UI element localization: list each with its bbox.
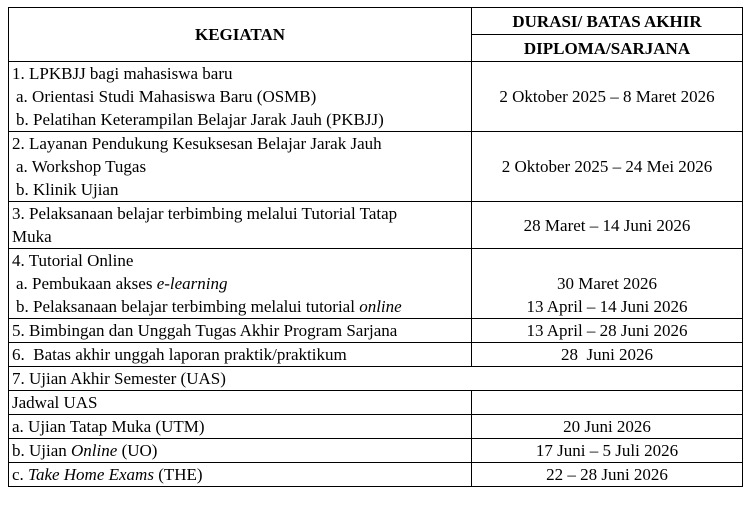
item-prefix: c. (12, 465, 29, 484)
table-row (9, 249, 743, 319)
date-cell (472, 391, 743, 415)
table-row (9, 62, 743, 132)
activity-item: a. Workshop Tugas (16, 157, 147, 176)
item-prefix: b. Pelaksanaan belajar terbimbing melalui tutorial (16, 297, 360, 316)
activity-cell (9, 249, 472, 319)
activity-cell: a. Ujian Tatap Muka (UTM) (9, 415, 472, 439)
activity-cell: 6. Batas akhir unggah laporan praktik/praktikum (9, 343, 472, 367)
activity-title: 4. Tutorial Online (12, 251, 134, 270)
activity-cell: 5. Bimbingan dan Unggah Tugas Akhir Program Sarjana (9, 319, 472, 343)
activity-title: 1. LPKBJJ bagi mahasiswa baru (12, 64, 233, 83)
item-emphasis: online (359, 297, 402, 316)
date-cell: 28 Juni 2026 (472, 343, 743, 367)
item-emphasis: e-learning (156, 274, 228, 293)
activity-cell (9, 202, 472, 249)
header-row (9, 8, 743, 35)
activity-item: a. Orientasi Studi Mahasiswa Baru (OSMB) (16, 87, 317, 106)
date-line: 30 Maret 2026 (556, 274, 658, 293)
activity-item (12, 272, 468, 295)
activity-item: b. Klinik Ujian (16, 180, 119, 199)
date-cell: 13 April – 28 Juni 2026 (472, 319, 743, 343)
activity-cell: Jadwal UAS (9, 391, 472, 415)
activity-title-cont: Muka (12, 227, 52, 246)
table-row (9, 132, 743, 202)
date-cell: 2 Oktober 2025 – 24 Mei 2026 (472, 132, 743, 202)
spacer (475, 249, 739, 272)
header-kegiatan: KEGIATAN (9, 8, 472, 62)
activity-cell (9, 62, 472, 132)
date-line: 13 April – 14 Juni 2026 (526, 297, 688, 316)
activity-item (12, 295, 468, 318)
activity-cell (9, 132, 472, 202)
header-program: DIPLOMA/SARJANA (472, 35, 743, 62)
table-row (9, 415, 743, 439)
item-suffix: (THE) (153, 465, 203, 484)
activity-cell (9, 439, 472, 463)
date-cell (472, 249, 743, 319)
section-cell: 7. Ujian Akhir Semester (UAS) (9, 367, 743, 391)
table-row (9, 343, 743, 367)
table-row (9, 367, 743, 391)
date-cell: 22 – 28 Juni 2026 (472, 463, 743, 487)
item-suffix: (UO) (117, 441, 158, 460)
date-cell: 20 Juni 2026 (472, 415, 743, 439)
date-cell: 28 Maret – 14 Juni 2026 (472, 202, 743, 249)
item-emphasis: Take Home Exams (28, 465, 154, 484)
item-prefix: a. Pembukaan akses (16, 274, 157, 293)
activity-item: b. Pelatihan Keterampilan Belajar Jarak Jauh (PKBJJ) (16, 110, 384, 129)
schedule-table (8, 7, 743, 487)
activity-title: 3. Pelaksanaan belajar terbimbing melalui Tutorial Tatap (12, 204, 398, 223)
table-row (9, 463, 743, 487)
activity-cell (9, 463, 472, 487)
table-row (9, 391, 743, 415)
date-cell: 17 Juni – 5 Juli 2026 (472, 439, 743, 463)
item-emphasis: Online (71, 441, 118, 460)
header-durasi: DURASI/ BATAS AKHIR (472, 8, 743, 35)
table-row (9, 439, 743, 463)
item-prefix: b. Ujian (12, 441, 72, 460)
table-row (9, 319, 743, 343)
date-cell: 2 Oktober 2025 – 8 Maret 2026 (472, 62, 743, 132)
activity-title: 2. Layanan Pendukung Kesuksesan Belajar Jarak Jauh (12, 134, 382, 153)
table-row (9, 202, 743, 249)
